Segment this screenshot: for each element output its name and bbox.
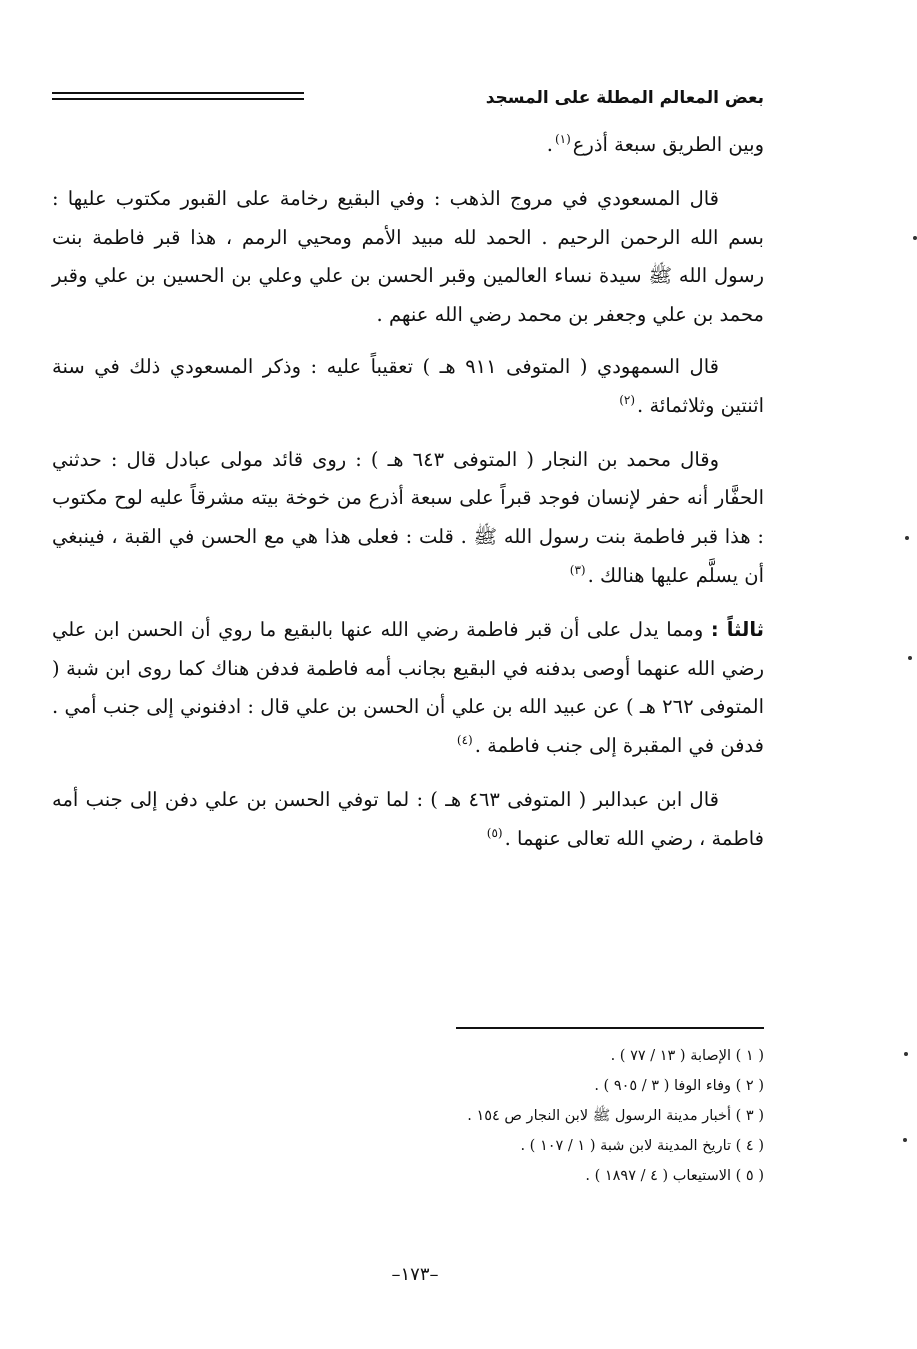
header-title: بعض المعالم المطلة على المسجد: [485, 88, 764, 108]
footnote-ref-5: (٥): [486, 825, 503, 840]
footnote-ref-1: (١): [554, 132, 571, 146]
paragraph-4: وقال محمد بن النجار ( المتوفى ٦٤٣ هـ ) : روى قائد مولى عبادل قال : حدثني الحفَّار أنه حفر لإنسان فوجد قبراً على سبعة أذرع من خوخة بيته مشرقاً عليه لوح مكتوب : هذا قبر فاطمة بنت رسول الله ﷺ . قلت : فعلى هذا هي مع الحسن في القبة ، فينبغي أن يسلَّم عليها هنالك .$^{(٣)}$: [52, 447, 764, 587]
footnote-2: ( ٢ ) وفاء الوفا ( ٣ / ٩٠٥ ) .: [594, 1078, 764, 1094]
paragraph-3: قال السمهودي ( المتوفى ٩١١ هـ ) تعقيباً عليه : وذكر المسعودي ذلك في سنة اثنتين وثلاثمائة .$^{(٢)}$: [52, 354, 764, 417]
footnote-1: ( ١ ) الإصابة ( ١٣ / ٧٧ ) .: [610, 1048, 764, 1064]
running-header: [52, 82, 764, 122]
margin-speck: [903, 1138, 907, 1142]
footnote-ref-2: (٢): [619, 392, 636, 407]
footnote-5: ( ٥ ) الاستيعاب ( ٤ / ١٨٩٧ ) .: [585, 1168, 764, 1184]
section-lead: ثالثاً :: [710, 617, 764, 641]
paragraph-2: قال المسعودي في مروج الذهب : وفي البقيع رخامة على القبور مكتوب عليها : بسم الله الرحمن الرحيم . الحمد لله مبيد الأمم ومحيي الرمم ، هذا قبر فاطمة بنت رسول الله ﷺ سيدة نساء العالمين وقبر الحسن بن علي وعلي بن الحسين بن علي وقبر محمد بن علي وجعفر بن محمد رضي الله عنهم .: [52, 186, 764, 327]
header-double-rule: [52, 92, 304, 100]
main-text: [52, 126, 764, 861]
footnote-ref-4: (٤): [456, 733, 473, 748]
paragraph-6: قال ابن عبدالبر ( المتوفى ٤٦٣ هـ ) : لما توفي الحسن بن علي دفن إلى جنب أمه فاطمة ، رضي الله تعالى عنهما .$^{(٥)}$: [52, 787, 764, 850]
page-number: –١٧٣–: [391, 1264, 439, 1285]
footnotes: [300, 1041, 764, 1191]
margin-speck: [908, 656, 912, 660]
paragraph-1: وبين الطريق سبعة أذرع$^{(١)}$.: [546, 132, 764, 156]
margin-speck: [904, 1052, 908, 1056]
paragraph-5: ثالثاً : ومما يدل على أن قبر فاطمة رضي الله عنها بالبقيع ما روي أن الحسن ابن علي رضي الله عنهما أوصى بدفنه في البقيع بجانب أمه فاطمة فدفن هناك كما روى ابن شبة ( المتوفى ٢٦٢ هـ ) عن عبيد الله بن علي أن الحسن بن علي قال : ادفنوني إلى جنب أمي . فدفن في المقبرة إلى جنب فاطمة .$^{(٤)}$: [52, 617, 765, 758]
footnote-separator: [456, 1027, 764, 1029]
footnote-3: ( ٣ ) أخبار مدينة الرسول ﷺ لابن النجار ص ١٥٤ .: [467, 1108, 764, 1124]
footnote-ref-3: (٣): [569, 562, 586, 577]
margin-speck: [905, 536, 909, 540]
footnote-4: ( ٤ ) تاريخ المدينة لابن شبة ( ١ / ١٠٧ ) .: [520, 1138, 764, 1154]
margin-speck: [913, 236, 917, 240]
